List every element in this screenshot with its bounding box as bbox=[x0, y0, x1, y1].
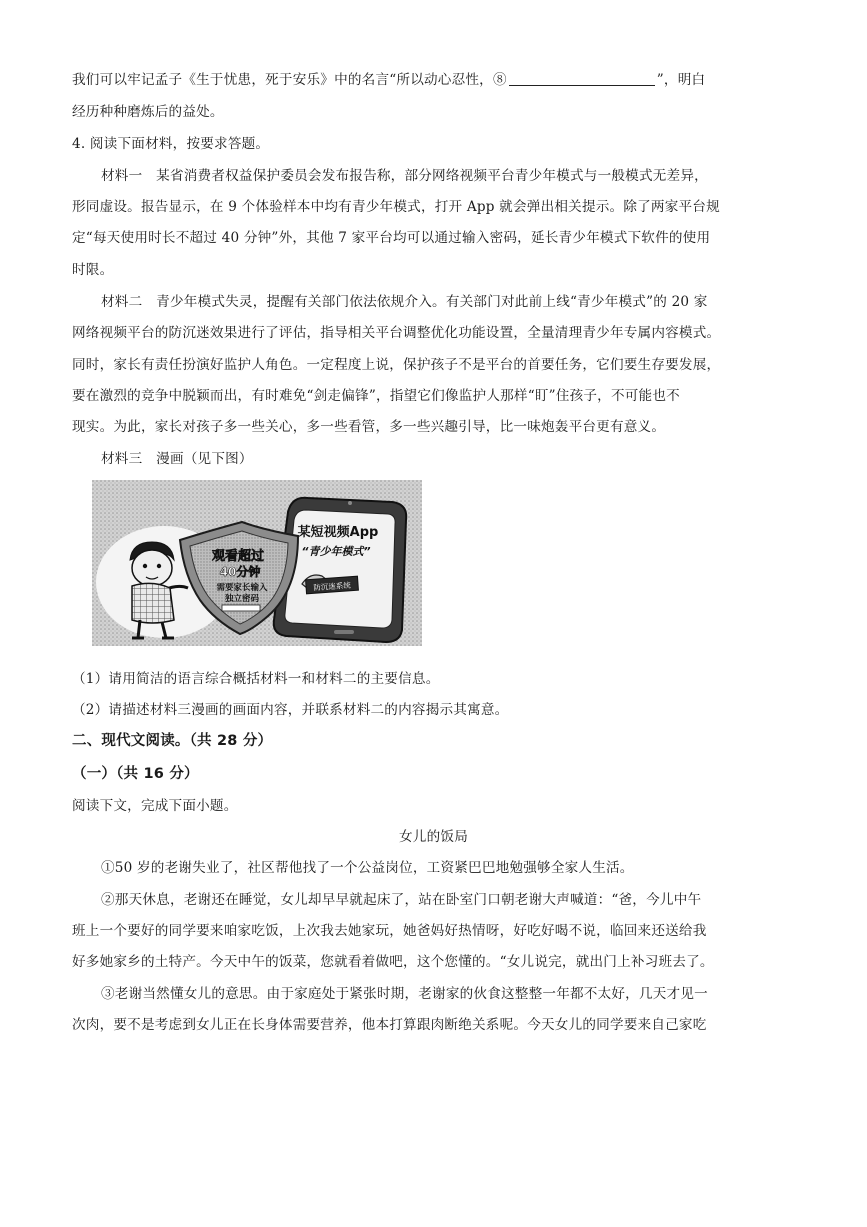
comic-illustration bbox=[92, 480, 422, 646]
intro-line-2: 经历种种磨炼后的益处。 bbox=[72, 104, 224, 120]
story-paragraph-line: 好多她家乡的土特产。今天中午的饭菜，您就看着做吧，这个您懂的。“女儿说完，就出门上补习班去了。 bbox=[72, 954, 714, 970]
anti-addiction-tag: 防沉迷系统 bbox=[313, 580, 352, 593]
question-4-title: 4. 阅读下面材料，按要求答题。 bbox=[72, 136, 270, 152]
phone-title: 某短视频App bbox=[297, 525, 379, 540]
story-paragraph-line: ②那天休息，老谢还在睡觉，女儿却早早就起床了，站在卧室门口朝老谢大声喊道：“爸，今儿中午 bbox=[101, 892, 702, 908]
shield-text-line1: 观看超过 bbox=[211, 549, 265, 564]
material-1-line: 材料一 某省消费者权益保护委员会发布报告称，部分网络视频平台青少年模式与一般模式无差异， bbox=[101, 168, 708, 184]
sub-question-2: （2）请描述材料三漫画的画面内容，并联系材料二的内容揭示其寓意。 bbox=[72, 702, 509, 718]
material-1-line: 形同虚设。报告显示，在 9 个体验样本中均有青少年模式，打开 App 就会弹出相关提示。除了两家平台规 bbox=[72, 199, 720, 215]
material-1-line: 定“每天使用时长不超过 40 分钟”外，其他 7 家平台均可以通过输入密码，延长青少年模式下软件的使用 bbox=[72, 230, 711, 246]
story-title: 女儿的饭局 bbox=[399, 829, 468, 845]
password-field-drawing bbox=[222, 605, 260, 611]
story-paragraph-line: 次肉，要不是考虑到女儿正在长身体需要营养，他本打算跟肉断绝关系呢。今天女儿的同学要来自己家吃 bbox=[72, 1017, 707, 1033]
material-1-line: 时限。 bbox=[72, 262, 114, 278]
material-2-line: 材料二 青少年模式失灵，提醒有关部门依法依规介入。有关部门对此前上线“青少年模式”的 20 家 bbox=[101, 294, 708, 310]
intro-line-1 bbox=[72, 68, 705, 88]
shield-text-line4: 独立密码 bbox=[224, 594, 260, 604]
sub-section-heading: （一）（共 16 分） bbox=[72, 766, 199, 782]
answer-blank[interactable] bbox=[509, 71, 655, 86]
material-2-line: 同时，家长有责任扮演好监护人角色。一定程度上说，保护孩子不是平台的首要任务，它们要生存要发展， bbox=[72, 357, 721, 373]
story-paragraph-line: ③老谢当然懂女儿的意思。由于家庭处于紧张时期，老谢家的伙食这整整一年都不太好，几天才见一 bbox=[101, 986, 708, 1002]
material-2-line: 现实。为此，家长对孩子多一些关心，多一些看管，多一些兴趣引导，比一味炮轰平台更有意义。 bbox=[72, 419, 666, 435]
material-2-line: 网络视频平台的防沉迷效果进行了评估，指导相关平台调整优化功能设置，全量清理青少年专属内容模式。 bbox=[72, 325, 721, 341]
sub-question-1: （1）请用简洁的语言综合概括材料一和材料二的主要信息。 bbox=[72, 671, 440, 687]
story-paragraph-line: 班上一个要好的同学要来咱家吃饭，上次我去她家玩，她爸妈好热情呀，好吃好喝不说，临回来还送给我 bbox=[72, 923, 707, 939]
intro-text-part1: 我们可以牢记孟子《生于忧患，死于安乐》中的名言“所以动心忍性，⑧ bbox=[72, 72, 507, 88]
material-3-label: 材料三 漫画（见下图） bbox=[101, 451, 253, 467]
section-heading: 二、现代文阅读。（共 28 分） bbox=[72, 733, 273, 749]
phone-subtitle: “青少年模式” bbox=[301, 545, 371, 558]
phone-camera bbox=[348, 501, 352, 505]
shield-text-line2: 40分钟 bbox=[219, 565, 261, 579]
shield-text-line3: 需要家长输入 bbox=[216, 583, 268, 593]
story-paragraph-line: ①50 岁的老谢失业了，社区帮他找了一个公益岗位，工资紧巴巴地勉强够全家人生活。 bbox=[101, 860, 634, 876]
reading-instruction: 阅读下文，完成下面小题。 bbox=[72, 798, 238, 814]
phone-home-button bbox=[334, 630, 354, 634]
intro-text-part2: ”，明白 bbox=[656, 72, 706, 88]
material-2-line: 要在激烈的竞争中脱颖而出，有时难免“剑走偏锋”，指望它们像监护人那样“盯”住孩子，不可能也不 bbox=[72, 388, 680, 404]
